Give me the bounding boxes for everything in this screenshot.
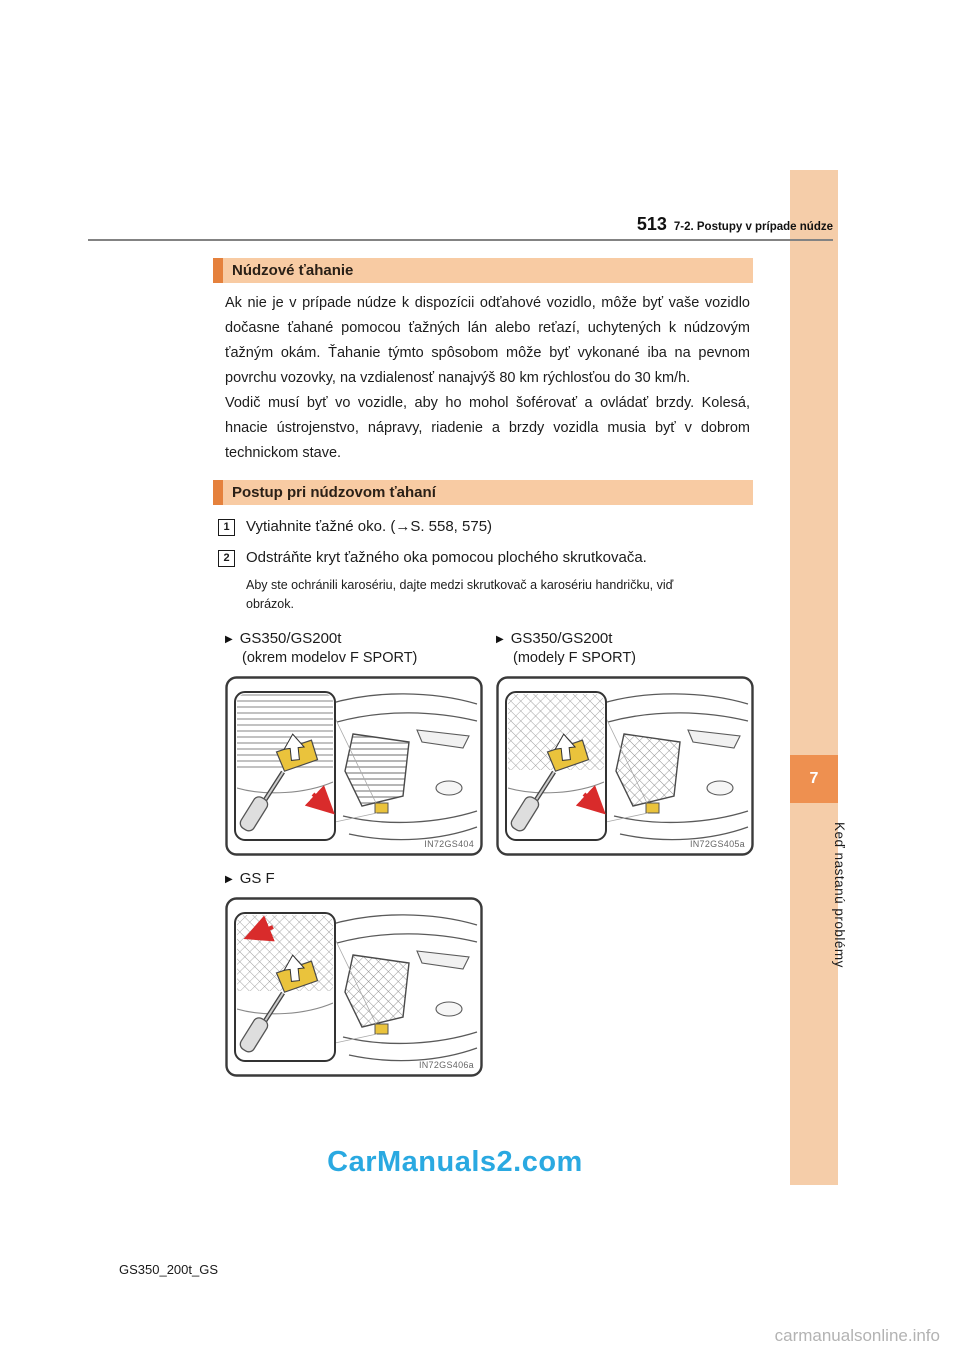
step-2	[213, 549, 753, 567]
step-text: Odstráňte kryt ťažného oka pomocou plochého skrutkovača.	[246, 548, 647, 566]
variant-label	[225, 870, 753, 887]
variant-name: GS350/GS200t	[510, 630, 613, 648]
header-rule	[88, 239, 833, 241]
variant-qualifier: (modely F SPORT)	[513, 650, 637, 667]
page-header	[0, 214, 833, 235]
chapter-title-vertical: Keď nastanú problémy	[832, 822, 847, 968]
step-text: Vytiahnite ťažné oko. (→S. 558, 575)	[246, 517, 493, 535]
chapter-number-tab	[790, 755, 838, 803]
site-watermark-link[interactable]: carmanualsonline.info	[774, 1326, 940, 1345]
triangle-bullet-icon: ▶	[225, 874, 233, 886]
section-title: Postup pri núdzovom ťahaní	[232, 483, 436, 501]
figure-code: IN72GS405a	[689, 839, 745, 850]
paragraph: Ak nie je v prípade núdze k dispozícii odťahové vozidlo, môže byť vaše vozidlo dočasne ťahané pomocou ťažných lán alebo reťazí, uchytených k núdzovým ťažným okám. Ťahanie týmto spôsobom môže byť vykonané iba na pevnom povrchu vozovky, na vzdialenosť nanajvýš 80 km rýchlosťou do 30 km/h.	[225, 295, 750, 386]
document-code: GS350_200t_GS	[119, 1262, 219, 1277]
car-grille-illustration	[496, 676, 754, 856]
triangle-bullet-icon: ▶	[225, 634, 233, 646]
variant-label	[225, 630, 496, 647]
step-1	[213, 518, 753, 536]
illustration-standard	[225, 676, 483, 856]
variant-fsport	[496, 630, 754, 856]
step-note: Aby ste ochránili karosériu, dajte medzi skrutkovač a karosériu handričku, viď obrázok.	[246, 577, 674, 611]
step-number-badge: 2	[218, 550, 235, 567]
car-grille-illustration	[225, 897, 483, 1077]
illustration-gsf	[225, 897, 483, 1077]
figure-code: IN72GS406a	[418, 1060, 474, 1071]
page-number: 513	[636, 214, 667, 234]
chapter-number: 7	[809, 770, 819, 787]
section-title-bar-towing	[213, 258, 753, 283]
figure-code: IN72GS404	[424, 839, 474, 850]
variant-gsf	[213, 870, 753, 1077]
content-column	[213, 258, 753, 1077]
paragraph: Vodič musí byť vo vozidle, aby ho mohol šoférovať a ovládať brzdy. Kolesá, hnacie ústrojenstvo, nápravy, riadenie a brzdy vozidla musia byť v dobrom technickom stave.	[225, 394, 750, 461]
variant-standard	[225, 630, 496, 856]
variant-name: GS F	[239, 870, 275, 888]
triangle-bullet-icon: ▶	[496, 634, 504, 646]
variant-figures	[213, 630, 753, 856]
variant-name: GS350/GS200t	[239, 630, 342, 648]
step-number-badge: 1	[218, 519, 235, 536]
chapter-band	[790, 170, 847, 1185]
variant-qualifier: (okrem modelov F SPORT)	[242, 650, 418, 667]
variant-label	[496, 630, 754, 647]
car-grille-illustration	[225, 676, 483, 856]
section-title: Núdzové ťahanie	[232, 262, 354, 279]
watermark-link[interactable]: CarManuals2.com	[327, 1146, 583, 1178]
section-header: 7-2. Postupy v prípade núdze	[673, 221, 833, 233]
section-title-bar-procedure	[213, 480, 753, 505]
illustration-fsport	[496, 676, 754, 856]
